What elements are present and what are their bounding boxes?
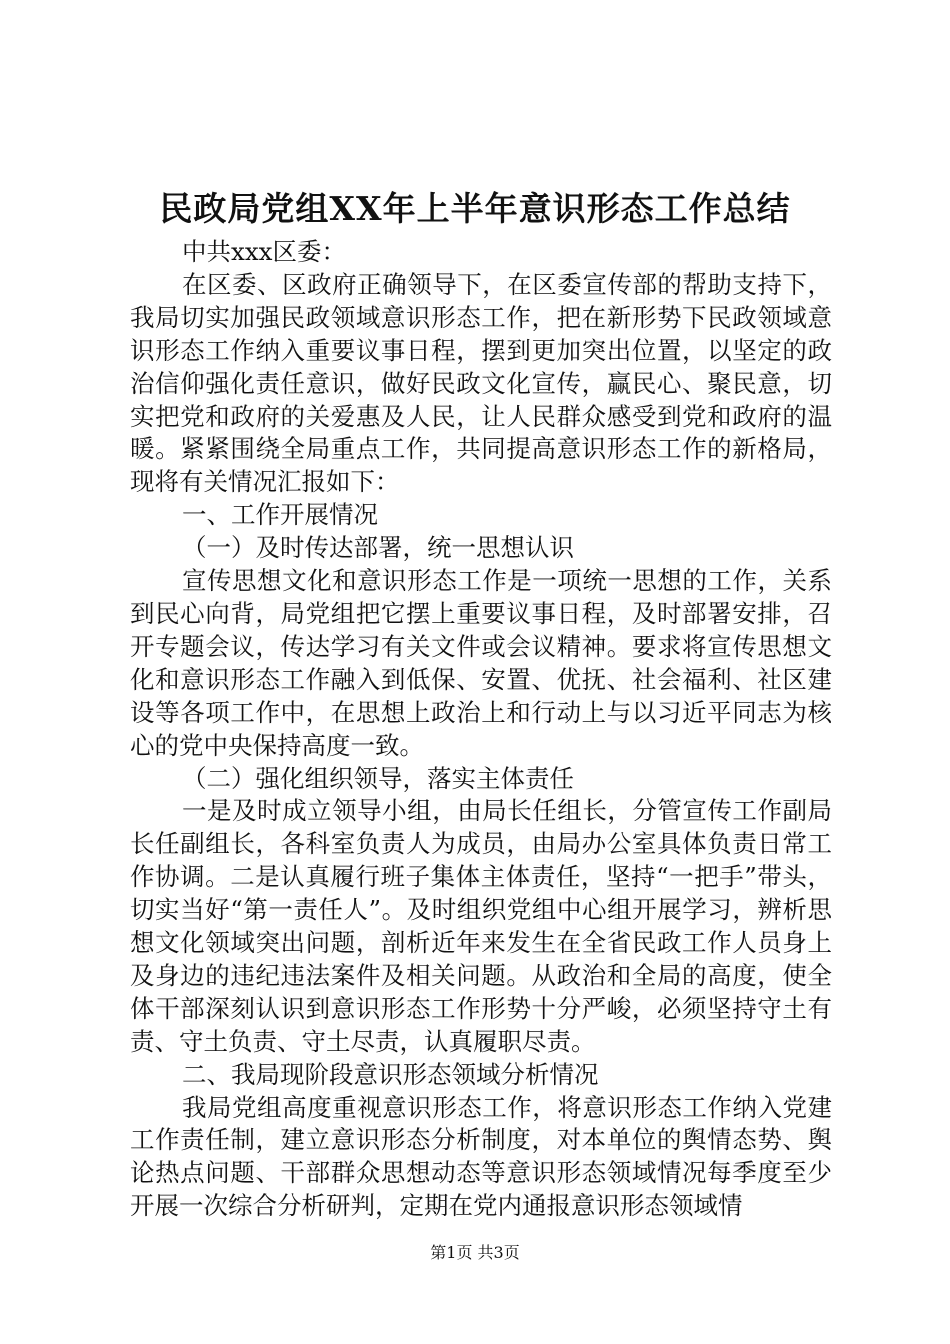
section-heading-2: 二、我局现阶段意识形态领域分析情况 (182, 1059, 599, 1089)
body-paragraph: 一是及时成立领导小组，由局长任组长，分管宣传工作副局长任副组长，各科室负责人为成员，由局办公室具体负责日常工作协调。二是认真履行班子集体主体责任，坚持“一把手”带头，切实当好“第一责任人”。及时组织党组中心组开展学习，辨析思想文化领域突出问题，剖析近年来发生在全省民政工作人员身上及身边的违纪违法案件及相关问题。从政治和全局的高度，使全体干部深刻认识到意识形态工作形势十分严峻，必须坚持守土有责、守土负责、守土尽责，认真履职尽责。 (130, 796, 832, 1056)
subsection-heading-2: （二）强化组织领导，落实主体责任 (182, 763, 574, 793)
section-heading-1: 一、工作开展情况 (182, 500, 378, 530)
body-paragraph: 我局党组高度重视意识形态工作，将意识形态工作纳入党建工作责任制，建立意识形态分析制度，对本单位的舆情态势、舆论热点问题、干部群众思想动态等意识形态领域情况每季度至少开展一次综合分析研判，定期在党内通报意识形态领域情 (130, 1092, 832, 1221)
salutation: 中共xxx区委： (182, 237, 346, 266)
intro-paragraph: 在区委、区政府正确领导下，在区委宣传部的帮助支持下，我局切实加强民政领域意识形态工作，把在新形势下民政领域意识形态工作纳入重要议事日程，摆到更加突出位置，以坚定的政治信仰强化责任意识，做好民政文化宣传，赢民心、聚民意，切实把党和政府的关爱惠及人民，让人民群众感受到党和政府的温暖。紧紧围绕全局重点工作，共同提高意识形态工作的新格局，现将有关情况汇报如下： (130, 269, 832, 497)
document-body (130, 236, 832, 1223)
subsection-heading-1: （一）及时传达部署，统一思想认识 (182, 533, 574, 563)
body-paragraph: 宣传思想文化和意识形态工作是一项统一思想的工作，关系到民心向背，局党组把它摆上重要议事日程，及时部署安排，召开专题会议，传达学习有关文件或会议精神。要求将宣传思想文化和意识形态工作融入到低保、安置、优抚、社会福利、社区建设等各项工作中，在思想上政治上和行动上与以习近平同志为核心的党中央保持高度一致。 (130, 566, 832, 760)
document-title: 民政局党组XX年上半年意识形态工作总结 (159, 189, 791, 228)
page-number-footer: 第1页 共3页 (430, 1243, 520, 1262)
